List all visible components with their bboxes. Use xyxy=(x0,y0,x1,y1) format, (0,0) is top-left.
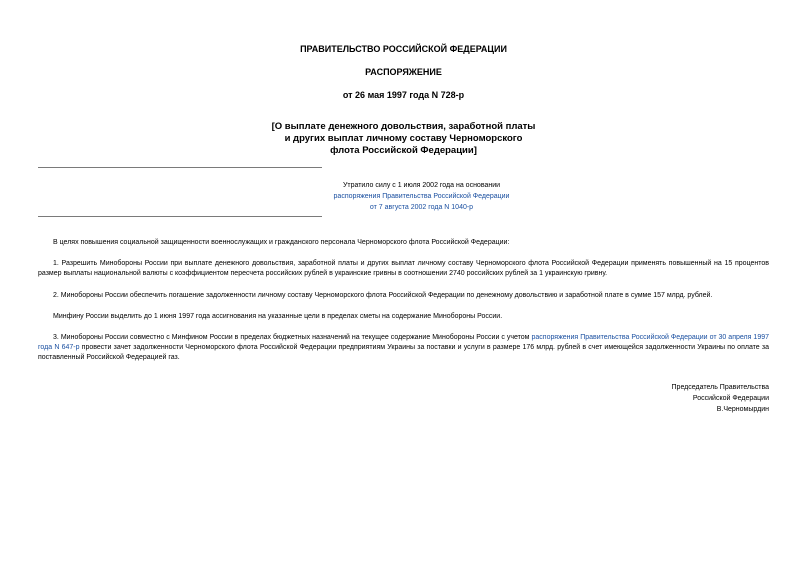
divider xyxy=(38,167,322,168)
signatory-position: Российской Федерации xyxy=(692,395,769,402)
paragraph-text: 1. Разрешить Минобороны России при выплате денежного довольствия, заработной платы и других выплат личному составу Черноморского флота Российской Федерации применять повышенный на 15 процентов размер выплаты национальной валюты с коэффициентом пересчета российских рублей в украинские гривны в соотношении 2740 российских рублей за 1 украинскую гривну. xyxy=(38,260,769,277)
paragraph-text: В целях повышения социальной защищенности военнослужащих и гражданского персонала Черноморского флота Российской Федерации: xyxy=(53,239,510,246)
paragraph-text: 3. Минобороны России совместно с Минфином России в пределах бюджетных назначений на текущее содержание Минобороны России с учетом xyxy=(53,334,532,341)
referenced-order-link[interactable]: распоряжения Правительства Российской Федерации от 30 апреля 1997 года N 647-р xyxy=(38,334,769,351)
government-heading: ПРАВИТЕЛЬСТВО РОССИЙСКОЙ ФЕДЕРАЦИИ xyxy=(300,44,507,54)
title-line: [О выплате денежного довольствия, заработной платы xyxy=(271,121,536,132)
title-line: флота Российской Федерации] xyxy=(330,145,477,156)
link-text: распоряжения Правительства Российской Федерации xyxy=(333,193,510,200)
clause-1-paragraph xyxy=(38,259,769,279)
paragraph-text: 2. Минобороны России обеспечить погашение задолженности личному составу Черноморского флота Российской Федерации по денежному довольствию и заработной плате в сумме 157 млрд. рублей. xyxy=(53,292,713,299)
document-type-heading: РАСПОРЯЖЕНИЕ xyxy=(365,67,442,77)
signatory-position: Председатель Правительства xyxy=(671,384,769,391)
repeal-document-link[interactable] xyxy=(228,191,615,202)
clause-3-paragraph xyxy=(38,333,769,363)
preamble-paragraph xyxy=(38,238,769,248)
title-line: и других выплат личному составу Черноморского xyxy=(284,133,523,144)
clause-2-paragraph xyxy=(38,291,769,301)
minfin-paragraph xyxy=(38,312,769,322)
divider xyxy=(38,216,322,217)
paragraph-text: Минфину России выделить до 1 июня 1997 года ассигнования на указанные цели в пределах сметы на содержание Минобороны России. xyxy=(53,313,503,320)
paragraph-text: провести зачет задолженности Черноморского флота Российской Федерации предприятиям Украины за поставки и услуги в размере 176 млрд. рублей в счет имеющейся задолженности Украины по оплате за поставленный Российской Федерацией газ. xyxy=(38,344,770,361)
document-date-number: от 26 мая 1997 года N 728-р xyxy=(342,90,465,100)
signatory-name: В.Черномырдин xyxy=(716,406,769,413)
status-text: Утратило силу с 1 июля 2002 года на основании xyxy=(342,182,501,189)
link-text: от 7 августа 2002 года N 1040-р xyxy=(369,204,474,211)
document-title xyxy=(0,121,807,157)
status-note xyxy=(228,180,615,213)
signature-block xyxy=(672,382,769,415)
repeal-document-link-date[interactable] xyxy=(228,202,615,213)
